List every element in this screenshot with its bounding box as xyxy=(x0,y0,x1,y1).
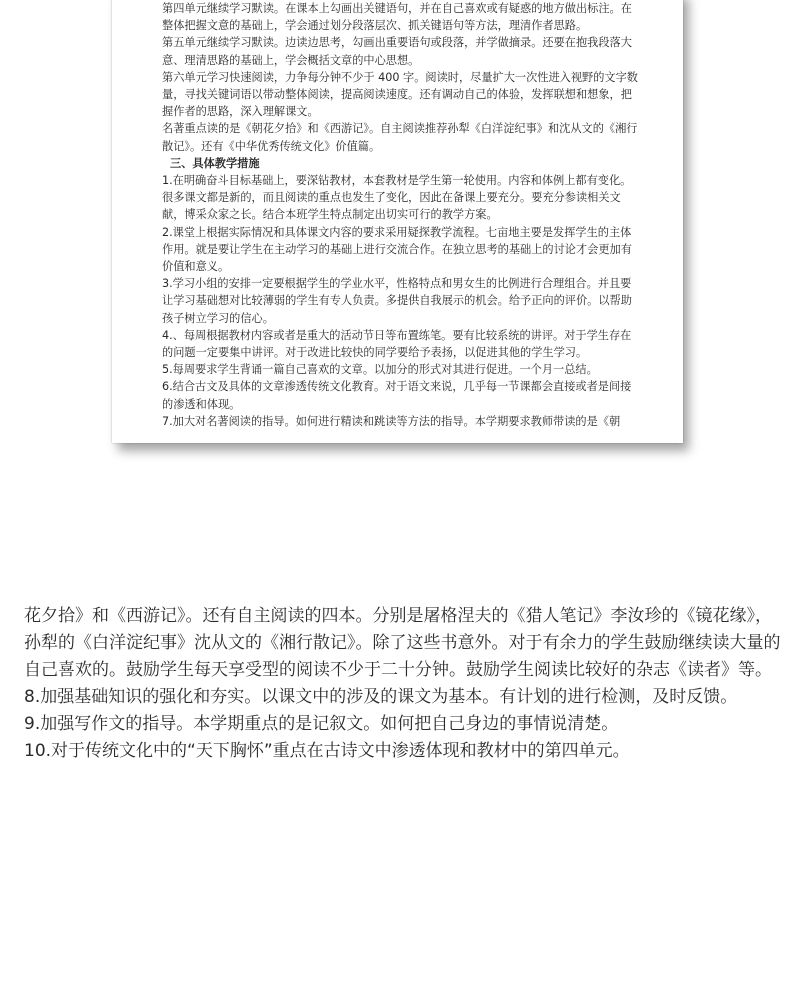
measure-item-9: 9.加强写作文的指导。本学期重点的是记叙文。如何把自己身边的事情说清楚。 xyxy=(24,714,619,734)
measure-item: 6.结合古文及具体的文章渗透传统文化教育。对于语文来说，几乎每一节课都会直接或者是间接的渗透和体现。 xyxy=(162,380,632,411)
paragraph-reading-list: 花夕拾》和《西游记》。还有自主阅读的四本。分别是屠格涅夫的《猎人笔记》李汝珍的《镜花缘》，孙犁的《白洋淀纪事》沈从文的《湘行散记》。除了这些书意外。对于有余力的学生鼓励继续读大量的自己喜欢的。鼓励学生每天享受型的阅读不少于二十分钟。鼓励学生阅读比较好的杂志《读者》等。 xyxy=(24,606,781,680)
paragraph-unit-5: 第五单元继续学习默读。边读边思考，勾画出重要语句或段落，并学做摘录。还要在抱我段落大意、理清思路的基础上，学会概括文章的中心思想。 xyxy=(162,36,632,67)
paragraph-unit-6: 第六单元学习快速阅读，力争每分钟不少于 400 字。阅读时，尽量扩大一次性进入视野的文字数量，寻找关键词语以带动整体阅读，提高阅读速度。还有调动自己的体验，发挥联想和想象，把握作者的思路，深入理解课文。 xyxy=(162,70,638,119)
measure-item: 2.课堂上根据实际情况和具体课文内容的要求采用疑探教学流程。七亩地主要是发挥学生的主体作用。就是要让学生在主动学习的基础上进行交流合作。在独立思考的基础上的讨论才会更加有价值和意义。 xyxy=(162,225,632,274)
measure-item-8: 8.加强基础知识的强化和夯实。以课文中的涉及的课文为基本。有计划的进行检测，及时反馈。 xyxy=(24,687,738,707)
paragraph-classics: 名著重点读的是《朝花夕拾》和《西游记》。自主阅读推荐孙犁《白洋淀纪事》和沈从文的《湘行散记》。还有《中华优秀传统文化》价值篇。 xyxy=(162,122,638,153)
page-body xyxy=(162,0,642,430)
measure-item: 4.、每周根据教材内容或者是重大的活动节日等布置练笔。要有比较系统的讲评。对于学生存在的问题一定要集中讲评。对于改进比较快的同学要给予表扬，以促进其他的学生学习。 xyxy=(162,328,632,360)
measure-item: 5.每周要求学生背诵一篇自己喜欢的文章。以加分的形式对其进行促进。一个月一总结。 xyxy=(162,363,598,377)
measure-item: 7.加大对名著阅读的指导。如何进行精读和跳读等方法的指导。本学期要求教师带读的是《朝 xyxy=(162,414,621,428)
measure-item-10: 10.对于传统文化中的“天下胸怀”重点在古诗文中渗透体现和教材中的第四单元。 xyxy=(24,741,630,761)
section-heading: 三、具体教学措施 xyxy=(170,156,260,170)
measure-item: 1.在明确奋斗目标基础上，要深钻教材，本套教材是学生第一轮使用。内容和体例上都有变化。很多课文都是新的，而且阅读的重点也发生了变化，因此在备课上要充分。要充分参读相关文献，博采众家之长。结合本班学生特点制定出切实可行的教学方案。 xyxy=(162,174,632,222)
document-page-preview xyxy=(112,0,683,443)
continuation-text xyxy=(24,603,784,765)
paragraph-unit-4: 第四单元继续学习默读。在课本上勾画出关键语句，并在自己喜欢或有疑惑的地方做出标注。在整体把握文意的基础上，学会通过划分段落层次、抓关键语句等方法，理清作者思路。 xyxy=(162,2,632,33)
measure-item: 3.学习小组的安排一定要根据学生的学业水平，性格特点和男女生的比例进行合理组合。并且要让学习基础想对比较薄弱的学生有专人负责。多提供自我展示的机会。给予正向的评价。以帮助孩子树立学习的信心。 xyxy=(162,277,632,325)
